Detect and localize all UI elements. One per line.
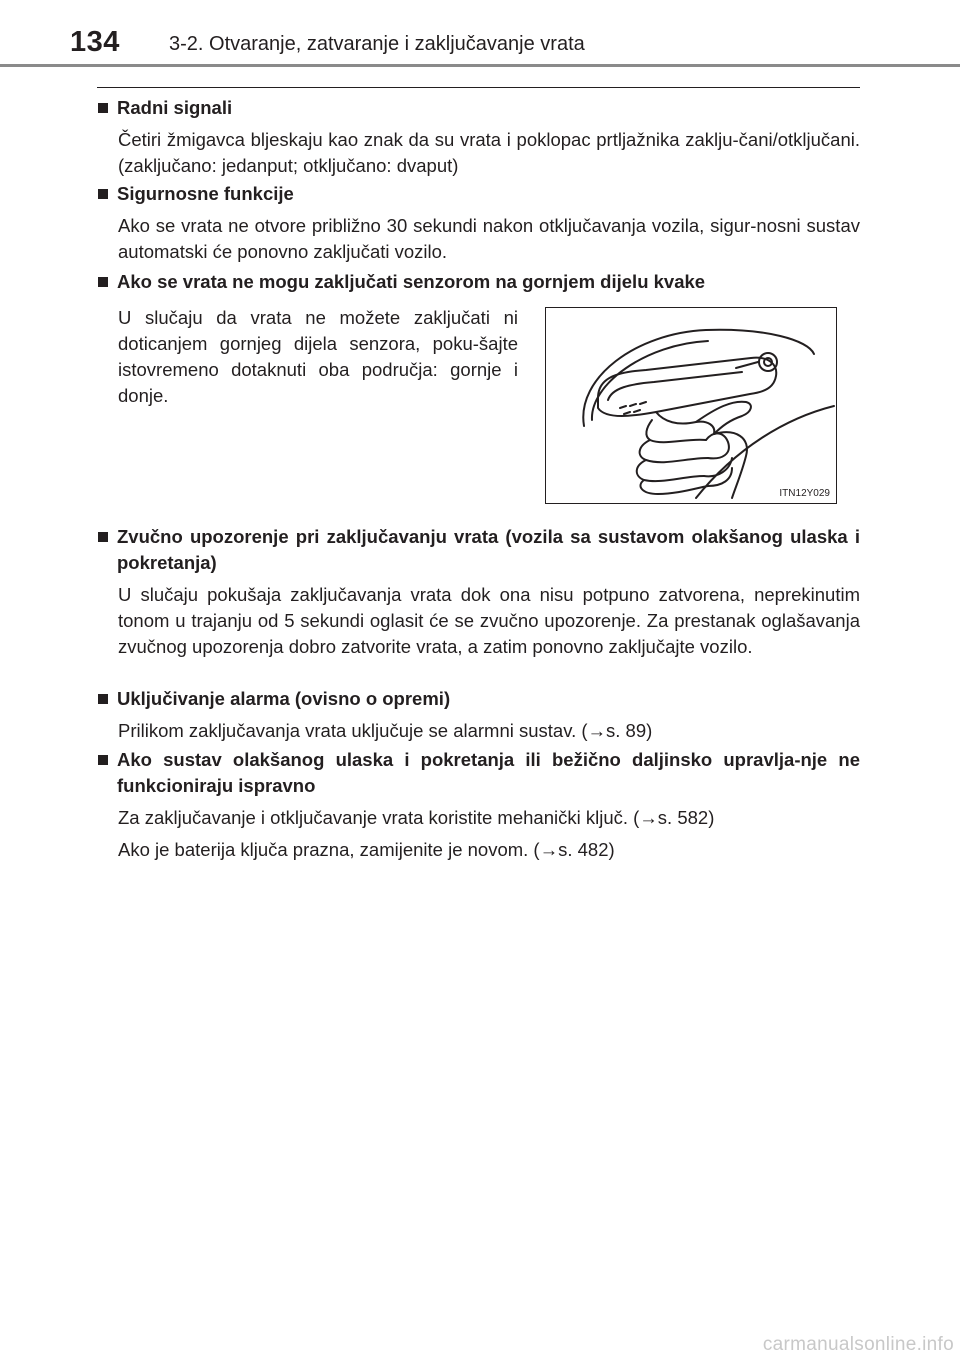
- section-paragraph: Prilikom zaključavanja vrata uključuje se alarmni sustav. (→s. 89): [118, 720, 653, 741]
- section-heading: Zvučno upozorenje pri zaključavanju vrata (vozila sa sustavom olakšanog ulaska i pokretanja): [97, 524, 860, 576]
- section-paragraph: U slučaju pokušaja zaključavanja vrata dok ona nisu potpuno zatvorena, neprekinutim tonom u trajanju od 5 sekundi oglasit će se zvučno upozorenje. Za prestanak oglašavanja zvučnog upozorenja dobro zatvorite vrata, a zatim ponovno zaključajte vozilo.: [118, 584, 860, 657]
- section-heading: Ako se vrata ne mogu zaključati senzorom na gornjem dijelu kvake: [97, 269, 860, 295]
- square-bullet-icon: [97, 269, 110, 295]
- hand-on-door-handle-icon: [546, 308, 836, 503]
- door-handle-illustration: [545, 307, 837, 504]
- square-bullet-icon: [97, 524, 110, 550]
- square-bullet-icon: [97, 95, 110, 121]
- chapter-title: 3-2. Otvaranje, zatvaranje i zaključavanje vrata: [169, 33, 585, 55]
- section-mehanicki-kljuc: [97, 747, 860, 863]
- page-number: 134: [70, 26, 120, 58]
- figure-label: ITN12Y029: [779, 488, 830, 499]
- section-sigurnosne-funkcije: [97, 181, 860, 265]
- section-radni-signali: [97, 95, 860, 179]
- section-zvucno-upozorenje: [97, 524, 860, 660]
- section-heading: Sigurnosne funkcije: [97, 181, 860, 207]
- section-heading: Radni signali: [97, 95, 860, 121]
- header-divider: [0, 64, 960, 67]
- section-heading: Ako sustav olakšanog ulaska i pokretanja ili bežično daljinsko upravlja-nje ne funkcioniraju ispravno: [97, 747, 860, 799]
- section-paragraph: Četiri žmigavca bljeskaju kao znak da su vrata i poklopac prtljažnika zaklju-čani/otključani. (zaključano: jedanput; otključano: dvaput): [118, 129, 860, 176]
- section-paragraph: Ako se vrata ne otvore približno 30 sekundi nakon otključavanja vozila, sigur-nosni sustav automatski će ponovno zaključati vozilo.: [118, 215, 860, 262]
- content-top-rule: [97, 87, 860, 88]
- section-heading: Uključivanje alarma (ovisno o opremi): [97, 686, 860, 712]
- square-bullet-icon: [97, 747, 110, 773]
- square-bullet-icon: [97, 686, 110, 712]
- section-paragraph: Za zaključavanje i otključavanje vrata koristite mehanički ključ. (→s. 582): [118, 807, 715, 828]
- section-paragraph: U slučaju da vrata ne možete zaključati ni doticanjem gornjeg dijela senzora, poku-šajte istovremeno dotaknuti oba područja: gornje i donje.: [118, 307, 518, 406]
- section-alarm: [97, 686, 860, 744]
- square-bullet-icon: [97, 181, 110, 207]
- section-paragraph: Ako je baterija ključa prazna, zamijenite je novom. (→s. 482): [118, 839, 615, 860]
- watermark: carmanualsonline.info: [762, 1334, 954, 1355]
